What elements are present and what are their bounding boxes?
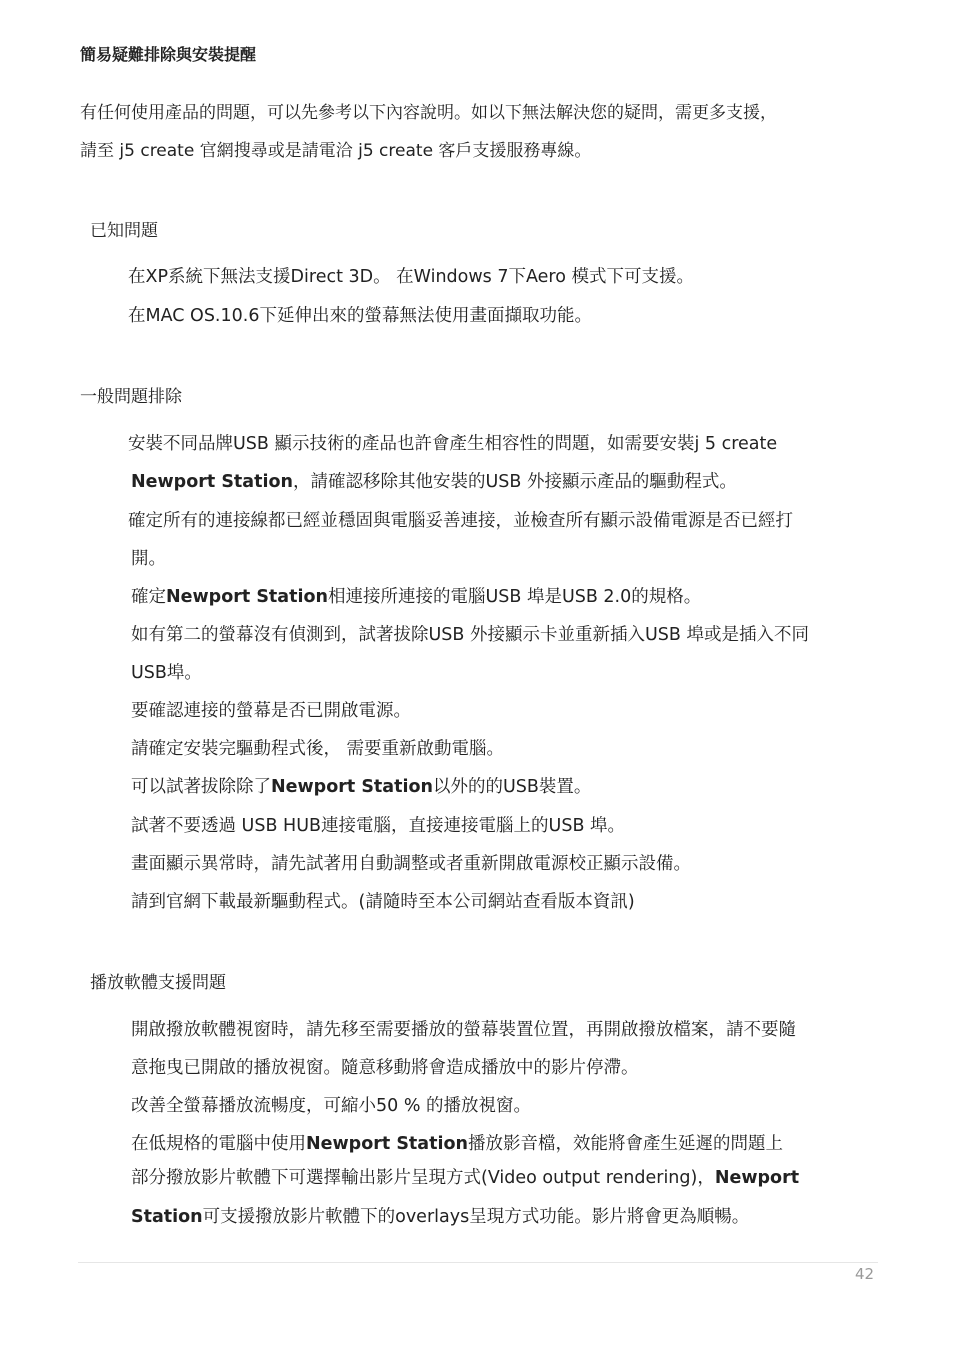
list-item: 試著不要透過 USB HUB連接電腦，直接連接電腦上的USB 埠。 <box>131 816 626 836</box>
list-item: 改善全螢幕播放流暢度，可縮小50 % 的播放視窗。 <box>131 1096 532 1116</box>
section-title-general-troubleshooting: 一般問題排除 <box>80 387 182 407</box>
list-item: 如有第二的螢幕沒有偵測到，試著拔除USB 外接顯示卡並重新插入USB 埠或是插入不同 <box>131 625 809 645</box>
list-item: 確定Newport Station相連接所連接的電腦USB 埠是USB 2.0的規格。 <box>131 587 702 607</box>
footer-divider <box>78 1262 878 1263</box>
intro-line: 有任何使用產品的問題，可以先參考以下內容說明。如以下無法解決您的疑問，需更多支援， <box>80 103 777 123</box>
list-item: 確定所有的連接線都已經並穩固與電腦妥善連接，並檢查所有顯示設備電源是否已經打 <box>128 511 793 531</box>
list-item-continued: USB埠。 <box>131 663 202 683</box>
list-item: 請確定安裝完驅動程式後， 需要重新啟動電腦。 <box>131 739 505 759</box>
product-name: Newport <box>714 1168 800 1188</box>
section-title-playback-software: 播放軟體支援問題 <box>90 973 226 993</box>
list-item: 安裝不同品牌USB 顯示技術的產品也許會產生相容性的問題，如需要安裝j 5 create <box>128 434 778 454</box>
product-name: Newport Station <box>306 1134 468 1154</box>
product-name: Newport Station <box>271 777 433 797</box>
list-item: 在MAC OS.10.6下延伸出來的螢幕無法使用畫面擷取功能。 <box>128 306 592 326</box>
list-item-continued: Newport Station，請確認移除其他安裝的USB 外接顯示產品的驅動程式。 <box>131 472 737 492</box>
list-item: 可以試著拔除除了Newport Station以外的的USB裝置。 <box>131 777 592 797</box>
intro-line: 請至 j5 create 官網搜尋或是請電洽 j5 create 客戶支援服務專線。 <box>80 141 592 161</box>
list-item-continued: 意拖曳已開啟的播放視窗。隨意移動將會造成播放中的影片停滯。 <box>131 1058 639 1078</box>
product-name: Station <box>131 1207 203 1227</box>
page-heading: 簡易疑難排除與安裝提醒 <box>80 45 257 64</box>
section-title-known-issues: 已知問題 <box>90 221 158 241</box>
list-item: 部分撥放影片軟體下可選擇輸出影片呈現方式(Video output rendering)，Newport <box>131 1168 800 1188</box>
intro-paragraph <box>80 94 880 170</box>
page-number: 42 <box>855 1265 875 1283</box>
list-item: 請到官網下載最新驅動程式。(請隨時至本公司網站查看版本資訊) <box>131 892 635 912</box>
product-name: Newport Station <box>166 587 328 607</box>
list-item: 要確認連接的螢幕是否已開啟電源。 <box>131 701 411 721</box>
product-name: Newport Station <box>131 472 293 492</box>
list-item: 畫面顯示異常時，請先試著用自動調整或者重新開啟電源校正顯示設備。 <box>131 854 691 874</box>
list-item: 開啟撥放軟體視窗時，請先移至需要播放的螢幕裝置位置，再開啟撥放檔案，請不要隨 <box>131 1020 796 1040</box>
list-item-continued: 開。 <box>131 549 166 569</box>
list-item: 在低規格的電腦中使用Newport Station播放影音檔，效能將會產生延遲的問題上 <box>131 1134 783 1154</box>
list-item-continued: Station可支援撥放影片軟體下的overlays呈現方式功能。影片將會更為順暢。 <box>131 1207 750 1227</box>
list-item: 在XP系統下無法支援Direct 3D。 在Windows 7下Aero 模式下可支援。 <box>128 267 694 287</box>
